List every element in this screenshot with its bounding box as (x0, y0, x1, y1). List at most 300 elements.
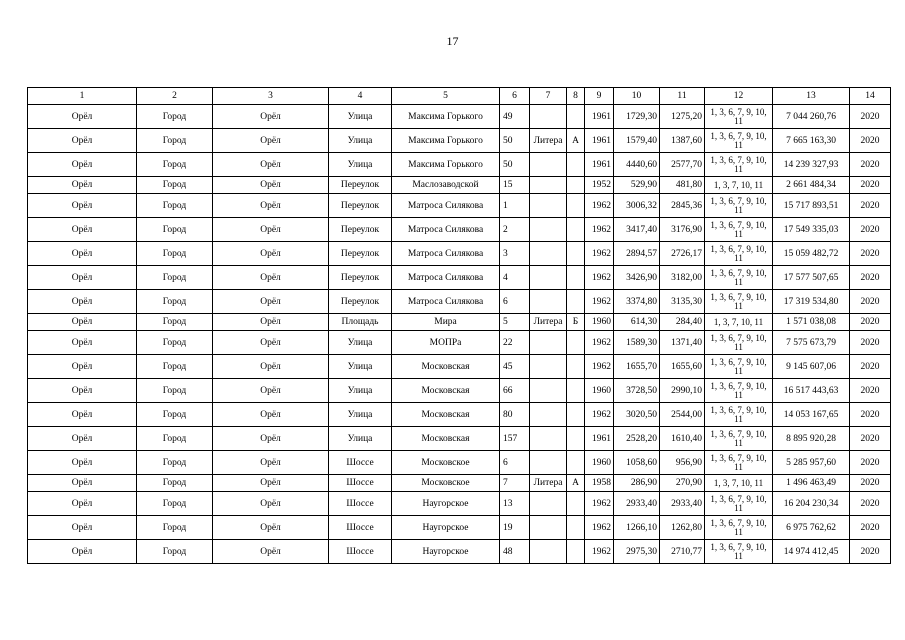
settlement-cell: Орёл (213, 242, 329, 266)
works-cell: 1, 3, 6, 7, 9, 10, 11 (705, 331, 773, 355)
works-cell: 1, 3, 6, 7, 9, 10, 11 (705, 379, 773, 403)
house-number-cell: 19 (500, 516, 530, 540)
column-header: 14 (850, 88, 891, 105)
works-cell: 1, 3, 6, 7, 9, 10, 11 (705, 242, 773, 266)
living-area-cell: 1275,20 (660, 105, 705, 129)
plan-year-cell: 2020 (850, 492, 891, 516)
plan-year-cell: 2020 (850, 194, 891, 218)
letter-cell (567, 540, 585, 564)
total-area-cell: 529,90 (614, 177, 660, 194)
year-cell: 1962 (585, 194, 614, 218)
living-area-cell: 2933,40 (660, 492, 705, 516)
settlement-cell: Орёл (213, 129, 329, 153)
house-number-cell: 3 (500, 242, 530, 266)
year-cell: 1960 (585, 451, 614, 475)
locality-cell: Орёл (28, 475, 137, 492)
works-cell: 1, 3, 6, 7, 9, 10, 11 (705, 427, 773, 451)
settlement-type-cell: Город (137, 153, 213, 177)
cost-cell: 17 319 534,80 (773, 290, 850, 314)
settlement-cell: Орёл (213, 331, 329, 355)
street-type-cell: Переулок (329, 177, 392, 194)
table-row (28, 194, 891, 218)
letter-cell (567, 427, 585, 451)
works-cell: 1, 3, 6, 7, 9, 10, 11 (705, 129, 773, 153)
locality-cell: Орёл (28, 540, 137, 564)
street-name-cell: МОПРа (392, 331, 500, 355)
plan-year-cell: 2020 (850, 516, 891, 540)
living-area-cell: 2710,77 (660, 540, 705, 564)
house-number-cell: 50 (500, 153, 530, 177)
street-type-cell: Переулок (329, 218, 392, 242)
total-area-cell: 3417,40 (614, 218, 660, 242)
street-name-cell: Максима Горького (392, 105, 500, 129)
settlement-type-cell: Город (137, 218, 213, 242)
street-name-cell: Мира (392, 314, 500, 331)
living-area-cell: 3135,30 (660, 290, 705, 314)
works-cell: 1, 3, 6, 7, 9, 10, 11 (705, 105, 773, 129)
table-row (28, 427, 891, 451)
settlement-type-cell: Город (137, 516, 213, 540)
settlement-type-cell: Город (137, 355, 213, 379)
cost-cell: 15 717 893,51 (773, 194, 850, 218)
column-header: 9 (585, 88, 614, 105)
living-area-cell: 956,90 (660, 451, 705, 475)
table-row (28, 218, 891, 242)
letter-cell (567, 355, 585, 379)
column-header: 1 (28, 88, 137, 105)
letter-type-cell (530, 105, 567, 129)
house-number-cell: 157 (500, 427, 530, 451)
settlement-cell: Орёл (213, 451, 329, 475)
street-type-cell: Шоссе (329, 492, 392, 516)
street-type-cell: Улица (329, 379, 392, 403)
total-area-cell: 3728,50 (614, 379, 660, 403)
total-area-cell: 2528,20 (614, 427, 660, 451)
locality-cell: Орёл (28, 314, 137, 331)
living-area-cell: 1655,60 (660, 355, 705, 379)
letter-cell (567, 331, 585, 355)
total-area-cell: 1266,10 (614, 516, 660, 540)
table-row (28, 403, 891, 427)
settlement-cell: Орёл (213, 218, 329, 242)
locality-cell: Орёл (28, 177, 137, 194)
house-number-cell: 45 (500, 355, 530, 379)
column-header: 6 (500, 88, 530, 105)
plan-year-cell: 2020 (850, 242, 891, 266)
street-type-cell: Площадь (329, 314, 392, 331)
table-row (28, 105, 891, 129)
street-type-cell: Улица (329, 331, 392, 355)
total-area-cell: 2894,57 (614, 242, 660, 266)
locality-cell: Орёл (28, 379, 137, 403)
locality-cell: Орёл (28, 492, 137, 516)
letter-type-cell (530, 355, 567, 379)
street-type-cell: Шоссе (329, 475, 392, 492)
total-area-cell: 3006,32 (614, 194, 660, 218)
year-cell: 1961 (585, 105, 614, 129)
street-name-cell: Матроса Силякова (392, 218, 500, 242)
column-header: 2 (137, 88, 213, 105)
street-type-cell: Улица (329, 403, 392, 427)
table-row (28, 153, 891, 177)
year-cell: 1962 (585, 266, 614, 290)
total-area-cell: 3374,80 (614, 290, 660, 314)
letter-cell (567, 516, 585, 540)
total-area-cell: 4440,60 (614, 153, 660, 177)
house-number-cell: 22 (500, 331, 530, 355)
settlement-cell: Орёл (213, 355, 329, 379)
year-cell: 1960 (585, 379, 614, 403)
cost-cell: 7 665 163,30 (773, 129, 850, 153)
letter-type-cell (530, 379, 567, 403)
letter-type-cell: Литера (530, 475, 567, 492)
column-header: 5 (392, 88, 500, 105)
street-name-cell: Наугорское (392, 492, 500, 516)
total-area-cell: 1655,70 (614, 355, 660, 379)
locality-cell: Орёл (28, 427, 137, 451)
column-header: 4 (329, 88, 392, 105)
letter-type-cell (530, 492, 567, 516)
letter-type-cell (530, 516, 567, 540)
settlement-cell: Орёл (213, 492, 329, 516)
year-cell: 1962 (585, 331, 614, 355)
plan-year-cell: 2020 (850, 475, 891, 492)
works-cell: 1, 3, 6, 7, 9, 10, 11 (705, 403, 773, 427)
locality-cell: Орёл (28, 242, 137, 266)
settlement-type-cell: Город (137, 290, 213, 314)
plan-year-cell: 2020 (850, 266, 891, 290)
registry-table (27, 87, 891, 564)
street-type-cell: Улица (329, 355, 392, 379)
settlement-cell: Орёл (213, 516, 329, 540)
settlement-type-cell: Город (137, 540, 213, 564)
living-area-cell: 1610,40 (660, 427, 705, 451)
total-area-cell: 614,30 (614, 314, 660, 331)
letter-cell (567, 194, 585, 218)
letter-cell (567, 242, 585, 266)
letter-cell (567, 266, 585, 290)
works-cell: 1, 3, 6, 7, 9, 10, 11 (705, 540, 773, 564)
letter-type-cell (530, 153, 567, 177)
plan-year-cell: 2020 (850, 153, 891, 177)
plan-year-cell: 2020 (850, 331, 891, 355)
settlement-type-cell: Город (137, 105, 213, 129)
cost-cell: 17 549 335,03 (773, 218, 850, 242)
street-name-cell: Матроса Силякова (392, 266, 500, 290)
living-area-cell: 2577,70 (660, 153, 705, 177)
table-row (28, 355, 891, 379)
plan-year-cell: 2020 (850, 129, 891, 153)
year-cell: 1961 (585, 153, 614, 177)
column-header: 12 (705, 88, 773, 105)
settlement-cell: Орёл (213, 379, 329, 403)
living-area-cell: 1262,80 (660, 516, 705, 540)
settlement-type-cell: Город (137, 314, 213, 331)
living-area-cell: 2726,17 (660, 242, 705, 266)
living-area-cell: 3182,00 (660, 266, 705, 290)
works-cell: 1, 3, 6, 7, 9, 10, 11 (705, 355, 773, 379)
letter-cell (567, 153, 585, 177)
cost-cell: 7 575 673,79 (773, 331, 850, 355)
header-row (28, 88, 891, 105)
street-name-cell: Матроса Силякова (392, 290, 500, 314)
settlement-cell: Орёл (213, 540, 329, 564)
letter-type-cell (530, 177, 567, 194)
settlement-cell: Орёл (213, 105, 329, 129)
street-name-cell: Матроса Силякова (392, 194, 500, 218)
settlement-type-cell: Город (137, 427, 213, 451)
cost-cell: 2 661 484,34 (773, 177, 850, 194)
year-cell: 1962 (585, 540, 614, 564)
house-number-cell: 4 (500, 266, 530, 290)
settlement-type-cell: Город (137, 331, 213, 355)
total-area-cell: 1589,30 (614, 331, 660, 355)
locality-cell: Орёл (28, 194, 137, 218)
street-name-cell: Максима Горького (392, 153, 500, 177)
works-cell: 1, 3, 6, 7, 9, 10, 11 (705, 290, 773, 314)
living-area-cell: 2990,10 (660, 379, 705, 403)
table-row (28, 451, 891, 475)
settlement-cell: Орёл (213, 153, 329, 177)
plan-year-cell: 2020 (850, 379, 891, 403)
street-name-cell: Матроса Силякова (392, 242, 500, 266)
year-cell: 1962 (585, 355, 614, 379)
letter-cell (567, 403, 585, 427)
year-cell: 1961 (585, 427, 614, 451)
street-type-cell: Переулок (329, 266, 392, 290)
street-name-cell: Наугорское (392, 540, 500, 564)
settlement-type-cell: Город (137, 379, 213, 403)
locality-cell: Орёл (28, 153, 137, 177)
street-type-cell: Улица (329, 153, 392, 177)
locality-cell: Орёл (28, 129, 137, 153)
house-number-cell: 80 (500, 403, 530, 427)
letter-cell: А (567, 129, 585, 153)
locality-cell: Орёл (28, 516, 137, 540)
works-cell: 1, 3, 7, 10, 11 (705, 177, 773, 194)
settlement-cell: Орёл (213, 177, 329, 194)
locality-cell: Орёл (28, 451, 137, 475)
table-row (28, 314, 891, 331)
living-area-cell: 481,80 (660, 177, 705, 194)
living-area-cell: 3176,90 (660, 218, 705, 242)
letter-type-cell (530, 290, 567, 314)
cost-cell: 1 571 038,08 (773, 314, 850, 331)
settlement-type-cell: Город (137, 194, 213, 218)
year-cell: 1960 (585, 314, 614, 331)
total-area-cell: 3020,50 (614, 403, 660, 427)
column-header: 8 (567, 88, 585, 105)
works-cell: 1, 3, 6, 7, 9, 10, 11 (705, 218, 773, 242)
letter-cell: А (567, 475, 585, 492)
street-type-cell: Шоссе (329, 451, 392, 475)
living-area-cell: 2845,36 (660, 194, 705, 218)
living-area-cell: 1387,60 (660, 129, 705, 153)
locality-cell: Орёл (28, 105, 137, 129)
letter-type-cell (530, 331, 567, 355)
settlement-cell: Орёл (213, 194, 329, 218)
plan-year-cell: 2020 (850, 177, 891, 194)
cost-cell: 16 204 230,34 (773, 492, 850, 516)
locality-cell: Орёл (28, 331, 137, 355)
table-row (28, 242, 891, 266)
column-header: 3 (213, 88, 329, 105)
settlement-type-cell: Город (137, 266, 213, 290)
total-area-cell: 3426,90 (614, 266, 660, 290)
street-name-cell: Максима Горького (392, 129, 500, 153)
street-name-cell: Московская (392, 379, 500, 403)
settlement-type-cell: Город (137, 177, 213, 194)
street-name-cell: Московское (392, 451, 500, 475)
street-name-cell: Маслозаводской (392, 177, 500, 194)
street-type-cell: Улица (329, 129, 392, 153)
works-cell: 1, 3, 6, 7, 9, 10, 11 (705, 194, 773, 218)
page-number: 17 (446, 34, 459, 48)
plan-year-cell: 2020 (850, 355, 891, 379)
letter-type-cell (530, 194, 567, 218)
letter-cell (567, 177, 585, 194)
letter-cell: Б (567, 314, 585, 331)
street-name-cell: Московская (392, 403, 500, 427)
letter-type-cell (530, 266, 567, 290)
settlement-type-cell: Город (137, 475, 213, 492)
settlement-cell: Орёл (213, 403, 329, 427)
table-row (28, 516, 891, 540)
works-cell: 1, 3, 6, 7, 9, 10, 11 (705, 266, 773, 290)
year-cell: 1962 (585, 516, 614, 540)
street-name-cell: Наугорское (392, 516, 500, 540)
works-cell: 1, 3, 6, 7, 9, 10, 11 (705, 492, 773, 516)
plan-year-cell: 2020 (850, 218, 891, 242)
plan-year-cell: 2020 (850, 105, 891, 129)
living-area-cell: 2544,00 (660, 403, 705, 427)
living-area-cell: 270,90 (660, 475, 705, 492)
letter-cell (567, 290, 585, 314)
letter-type-cell (530, 451, 567, 475)
total-area-cell: 286,90 (614, 475, 660, 492)
street-type-cell: Переулок (329, 290, 392, 314)
locality-cell: Орёл (28, 266, 137, 290)
locality-cell: Орёл (28, 403, 137, 427)
settlement-cell: Орёл (213, 266, 329, 290)
house-number-cell: 13 (500, 492, 530, 516)
locality-cell: Орёл (28, 290, 137, 314)
street-type-cell: Шоссе (329, 540, 392, 564)
cost-cell: 15 059 482,72 (773, 242, 850, 266)
street-type-cell: Улица (329, 427, 392, 451)
table-row (28, 492, 891, 516)
house-number-cell: 1 (500, 194, 530, 218)
year-cell: 1962 (585, 218, 614, 242)
cost-cell: 17 577 507,65 (773, 266, 850, 290)
cost-cell: 9 145 607,06 (773, 355, 850, 379)
works-cell: 1, 3, 6, 7, 9, 10, 11 (705, 516, 773, 540)
total-area-cell: 1058,60 (614, 451, 660, 475)
cost-cell: 8 895 920,28 (773, 427, 850, 451)
cost-cell: 16 517 443,63 (773, 379, 850, 403)
plan-year-cell: 2020 (850, 540, 891, 564)
letter-cell (567, 218, 585, 242)
settlement-cell: Орёл (213, 314, 329, 331)
settlement-type-cell: Город (137, 492, 213, 516)
settlement-type-cell: Город (137, 403, 213, 427)
letter-cell (567, 379, 585, 403)
column-header: 11 (660, 88, 705, 105)
locality-cell: Орёл (28, 218, 137, 242)
house-number-cell: 7 (500, 475, 530, 492)
table-row (28, 379, 891, 403)
settlement-cell: Орёл (213, 475, 329, 492)
year-cell: 1952 (585, 177, 614, 194)
year-cell: 1958 (585, 475, 614, 492)
locality-cell: Орёл (28, 355, 137, 379)
year-cell: 1962 (585, 492, 614, 516)
settlement-type-cell: Город (137, 242, 213, 266)
house-number-cell: 48 (500, 540, 530, 564)
cost-cell: 14 239 327,93 (773, 153, 850, 177)
year-cell: 1962 (585, 290, 614, 314)
cost-cell: 1 496 463,49 (773, 475, 850, 492)
house-number-cell: 6 (500, 290, 530, 314)
house-number-cell: 66 (500, 379, 530, 403)
street-name-cell: Московская (392, 427, 500, 451)
street-type-cell: Переулок (329, 242, 392, 266)
table-row (28, 129, 891, 153)
total-area-cell: 2933,40 (614, 492, 660, 516)
cost-cell: 14 974 412,45 (773, 540, 850, 564)
works-cell: 1, 3, 7, 10, 11 (705, 314, 773, 331)
letter-type-cell (530, 540, 567, 564)
letter-cell (567, 105, 585, 129)
plan-year-cell: 2020 (850, 314, 891, 331)
letter-cell (567, 492, 585, 516)
cost-cell: 6 975 762,62 (773, 516, 850, 540)
plan-year-cell: 2020 (850, 290, 891, 314)
letter-type-cell: Литера (530, 129, 567, 153)
house-number-cell: 49 (500, 105, 530, 129)
total-area-cell: 2975,30 (614, 540, 660, 564)
table-row (28, 290, 891, 314)
settlement-cell: Орёл (213, 290, 329, 314)
living-area-cell: 1371,40 (660, 331, 705, 355)
letter-type-cell (530, 403, 567, 427)
year-cell: 1962 (585, 242, 614, 266)
column-header: 10 (614, 88, 660, 105)
house-number-cell: 2 (500, 218, 530, 242)
works-cell: 1, 3, 6, 7, 9, 10, 11 (705, 451, 773, 475)
settlement-cell: Орёл (213, 427, 329, 451)
street-type-cell: Переулок (329, 194, 392, 218)
house-number-cell: 50 (500, 129, 530, 153)
street-name-cell: Московское (392, 475, 500, 492)
cost-cell: 5 285 957,60 (773, 451, 850, 475)
column-header: 7 (530, 88, 567, 105)
house-number-cell: 15 (500, 177, 530, 194)
street-type-cell: Шоссе (329, 516, 392, 540)
letter-type-cell (530, 242, 567, 266)
cost-cell: 7 044 260,76 (773, 105, 850, 129)
table-row (28, 177, 891, 194)
year-cell: 1961 (585, 129, 614, 153)
table-row (28, 475, 891, 492)
house-number-cell: 5 (500, 314, 530, 331)
settlement-type-cell: Город (137, 129, 213, 153)
works-cell: 1, 3, 7, 10, 11 (705, 475, 773, 492)
plan-year-cell: 2020 (850, 403, 891, 427)
letter-cell (567, 451, 585, 475)
letter-type-cell: Литера (530, 314, 567, 331)
living-area-cell: 284,40 (660, 314, 705, 331)
